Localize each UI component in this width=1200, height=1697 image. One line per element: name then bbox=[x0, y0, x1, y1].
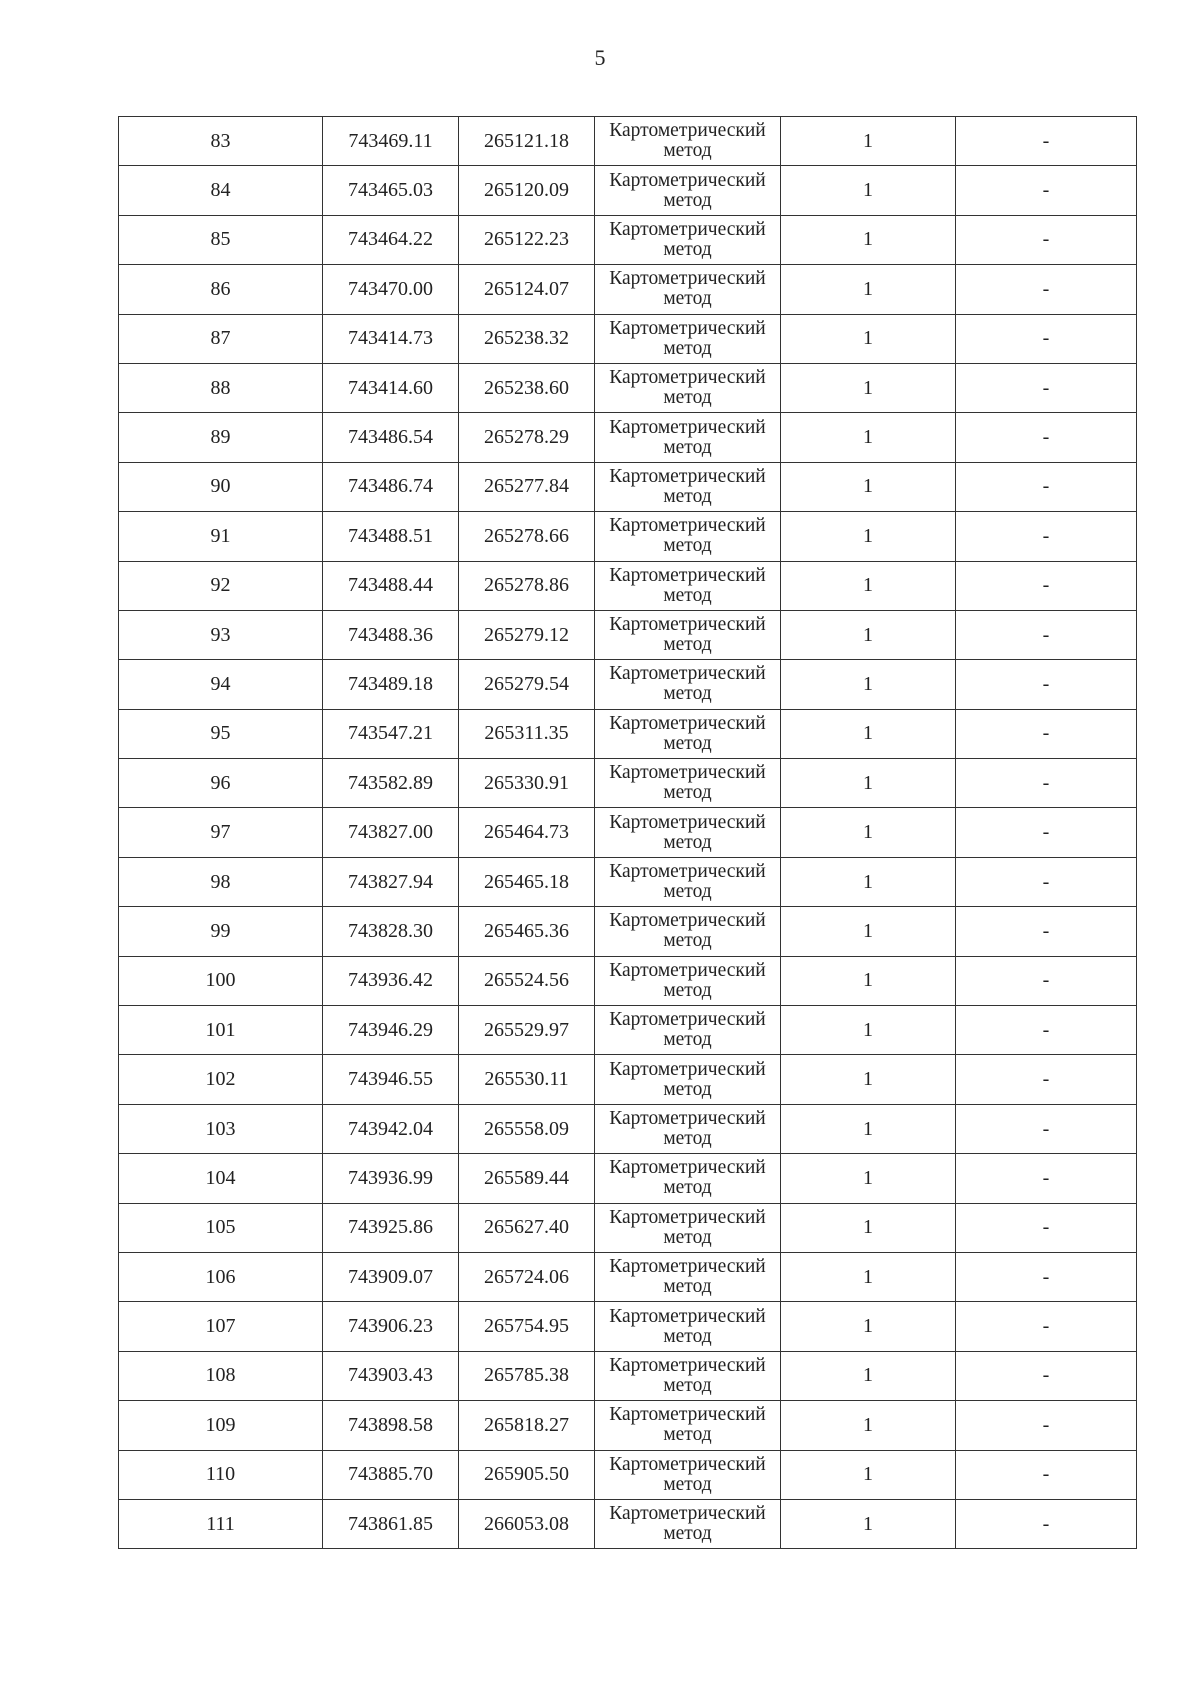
page-number: 5 bbox=[594, 45, 606, 70]
method-cell bbox=[595, 117, 781, 166]
y-coordinate-cell: 265330.91 bbox=[459, 759, 595, 808]
y-coordinate-cell: 265278.66 bbox=[459, 512, 595, 561]
note-cell: - bbox=[956, 215, 1137, 264]
method-line-1: Картометрический bbox=[609, 416, 766, 438]
table-row bbox=[119, 660, 1137, 709]
method-cell bbox=[595, 709, 781, 758]
x-coordinate-cell: 743828.30 bbox=[323, 907, 459, 956]
table-row bbox=[119, 265, 1137, 314]
x-coordinate-cell: 743903.43 bbox=[323, 1351, 459, 1400]
method-line-2: метод bbox=[663, 1226, 712, 1248]
method-line-2: метод bbox=[663, 387, 712, 409]
method-cell bbox=[595, 166, 781, 215]
point-number-cell: 97 bbox=[119, 808, 323, 857]
method-line-2: метод bbox=[663, 1424, 712, 1446]
y-coordinate-cell: 265724.06 bbox=[459, 1252, 595, 1301]
x-coordinate-cell: 743925.86 bbox=[323, 1203, 459, 1252]
method-line-1: Картометрический bbox=[609, 169, 766, 191]
method-line-1: Картометрический bbox=[609, 1453, 766, 1475]
method-cell bbox=[595, 462, 781, 511]
y-coordinate-cell: 265529.97 bbox=[459, 1006, 595, 1055]
x-coordinate-cell: 743488.51 bbox=[323, 512, 459, 561]
note-cell: - bbox=[956, 759, 1137, 808]
method-cell bbox=[595, 1499, 781, 1548]
note-cell: - bbox=[956, 265, 1137, 314]
table-row bbox=[119, 1006, 1137, 1055]
note-cell: - bbox=[956, 1351, 1137, 1400]
method-line-2: метод bbox=[663, 1128, 712, 1149]
method-cell bbox=[595, 759, 781, 808]
method-line-1: Картометрический bbox=[609, 465, 766, 487]
accuracy-cell: 1 bbox=[781, 907, 956, 956]
method-line-1: Картометрический bbox=[609, 1354, 766, 1376]
accuracy-cell: 1 bbox=[781, 363, 956, 412]
point-number-cell: 84 bbox=[119, 166, 323, 215]
method-line-2: метод bbox=[663, 1473, 712, 1495]
note-cell: - bbox=[956, 1055, 1137, 1104]
accuracy-cell: 1 bbox=[781, 1203, 956, 1252]
note-cell: - bbox=[956, 956, 1137, 1005]
method-cell bbox=[595, 215, 781, 264]
table-row bbox=[119, 907, 1137, 956]
table-row bbox=[119, 808, 1137, 857]
method-cell bbox=[595, 857, 781, 906]
x-coordinate-cell: 743861.85 bbox=[323, 1499, 459, 1548]
y-coordinate-cell: 265279.54 bbox=[459, 660, 595, 709]
x-coordinate-cell: 743946.29 bbox=[323, 1006, 459, 1055]
x-coordinate-cell: 743898.58 bbox=[323, 1401, 459, 1450]
table-row bbox=[119, 512, 1137, 561]
x-coordinate-cell: 743488.36 bbox=[323, 610, 459, 659]
method-line-2: метод bbox=[663, 881, 712, 903]
method-line-2: метод bbox=[663, 1029, 712, 1051]
note-cell: - bbox=[956, 1450, 1137, 1499]
note-cell: - bbox=[956, 808, 1137, 857]
accuracy-cell: 1 bbox=[781, 462, 956, 511]
method-line-1: Картометрический bbox=[609, 663, 766, 685]
method-line-2: метод bbox=[663, 288, 712, 310]
table-row bbox=[119, 610, 1137, 659]
method-line-2: метод bbox=[663, 189, 712, 211]
accuracy-cell: 1 bbox=[781, 1252, 956, 1301]
point-number-cell: 94 bbox=[119, 660, 323, 709]
note-cell: - bbox=[956, 1006, 1137, 1055]
method-cell bbox=[595, 660, 781, 709]
method-line-1: Картометрический bbox=[609, 910, 766, 932]
method-line-1: Картометрический bbox=[609, 1157, 766, 1179]
y-coordinate-cell: 265120.09 bbox=[459, 166, 595, 215]
note-cell: - bbox=[956, 1104, 1137, 1153]
table-row bbox=[119, 166, 1137, 215]
y-coordinate-cell: 265818.27 bbox=[459, 1401, 595, 1450]
y-coordinate-cell: 265464.73 bbox=[459, 808, 595, 857]
point-number-cell: 99 bbox=[119, 907, 323, 956]
y-coordinate-cell: 265124.07 bbox=[459, 265, 595, 314]
accuracy-cell: 1 bbox=[781, 166, 956, 215]
method-cell bbox=[595, 512, 781, 561]
point-number-cell: 88 bbox=[119, 363, 323, 412]
method-cell bbox=[595, 363, 781, 412]
point-number-cell: 109 bbox=[119, 1401, 323, 1450]
method-line-1: Картометрический bbox=[609, 1404, 766, 1426]
method-cell bbox=[595, 314, 781, 363]
method-line-2: метод bbox=[663, 1276, 712, 1298]
method-line-1: Картометрический bbox=[609, 1108, 766, 1129]
accuracy-cell: 1 bbox=[781, 215, 956, 264]
accuracy-cell: 1 bbox=[781, 265, 956, 314]
note-cell: - bbox=[956, 1499, 1137, 1548]
method-line-2: метод bbox=[663, 584, 712, 606]
y-coordinate-cell: 265278.29 bbox=[459, 413, 595, 462]
table-row bbox=[119, 1104, 1137, 1153]
accuracy-cell: 1 bbox=[781, 1055, 956, 1104]
point-number-cell: 86 bbox=[119, 265, 323, 314]
method-line-2: метод bbox=[663, 1078, 712, 1100]
x-coordinate-cell: 743936.42 bbox=[323, 956, 459, 1005]
x-coordinate-cell: 743582.89 bbox=[323, 759, 459, 808]
x-coordinate-cell: 743885.70 bbox=[323, 1450, 459, 1499]
accuracy-cell: 1 bbox=[781, 1154, 956, 1203]
point-number-cell: 111 bbox=[119, 1499, 323, 1548]
y-coordinate-cell: 265558.09 bbox=[459, 1104, 595, 1153]
point-number-cell: 105 bbox=[119, 1203, 323, 1252]
y-coordinate-cell: 265278.86 bbox=[459, 561, 595, 610]
point-number-cell: 89 bbox=[119, 413, 323, 462]
table-row bbox=[119, 1302, 1137, 1351]
accuracy-cell: 1 bbox=[781, 759, 956, 808]
point-number-cell: 85 bbox=[119, 215, 323, 264]
point-number-cell: 83 bbox=[119, 117, 323, 166]
method-cell bbox=[595, 1351, 781, 1400]
table-row bbox=[119, 462, 1137, 511]
table-row bbox=[119, 1154, 1137, 1203]
table-row bbox=[119, 1351, 1137, 1400]
method-cell bbox=[595, 907, 781, 956]
method-line-1: Картометрический bbox=[609, 712, 766, 734]
accuracy-cell: 1 bbox=[781, 512, 956, 561]
accuracy-cell: 1 bbox=[781, 1351, 956, 1400]
method-line-1: Картометрический bbox=[609, 268, 766, 290]
method-cell bbox=[595, 1006, 781, 1055]
method-line-1: Картометрический bbox=[609, 515, 766, 537]
note-cell: - bbox=[956, 363, 1137, 412]
note-cell: - bbox=[956, 857, 1137, 906]
method-line-2: метод bbox=[663, 831, 712, 853]
method-cell bbox=[595, 1252, 781, 1301]
table-row bbox=[119, 857, 1137, 906]
table-row bbox=[119, 1499, 1137, 1548]
note-cell: - bbox=[956, 610, 1137, 659]
accuracy-cell: 1 bbox=[781, 660, 956, 709]
accuracy-cell: 1 bbox=[781, 1450, 956, 1499]
y-coordinate-cell: 265524.56 bbox=[459, 956, 595, 1005]
accuracy-cell: 1 bbox=[781, 1104, 956, 1153]
accuracy-cell: 1 bbox=[781, 117, 956, 166]
x-coordinate-cell: 743909.07 bbox=[323, 1252, 459, 1301]
x-coordinate-cell: 743414.60 bbox=[323, 363, 459, 412]
point-number-cell: 93 bbox=[119, 610, 323, 659]
note-cell: - bbox=[956, 907, 1137, 956]
table-row bbox=[119, 1401, 1137, 1450]
accuracy-cell: 1 bbox=[781, 1006, 956, 1055]
y-coordinate-cell: 265785.38 bbox=[459, 1351, 595, 1400]
method-line-1: Картометрический bbox=[609, 317, 766, 339]
method-line-2: метод bbox=[663, 979, 712, 1001]
method-line-1: Картометрический bbox=[609, 1256, 766, 1278]
y-coordinate-cell: 265238.32 bbox=[459, 314, 595, 363]
method-line-1: Картометрический bbox=[609, 1058, 766, 1080]
table-row bbox=[119, 363, 1137, 412]
table-row bbox=[119, 709, 1137, 758]
x-coordinate-cell: 743464.22 bbox=[323, 215, 459, 264]
method-line-2: метод bbox=[663, 238, 712, 260]
method-cell bbox=[595, 1450, 781, 1499]
table-row bbox=[119, 759, 1137, 808]
method-line-2: метод bbox=[663, 930, 712, 952]
note-cell: - bbox=[956, 1154, 1137, 1203]
coordinates-table bbox=[118, 116, 1137, 1549]
method-line-1: Картометрический bbox=[609, 959, 766, 981]
accuracy-cell: 1 bbox=[781, 1499, 956, 1548]
x-coordinate-cell: 743942.04 bbox=[323, 1104, 459, 1153]
point-number-cell: 95 bbox=[119, 709, 323, 758]
x-coordinate-cell: 743465.03 bbox=[323, 166, 459, 215]
x-coordinate-cell: 743469.11 bbox=[323, 117, 459, 166]
table-row bbox=[119, 561, 1137, 610]
method-line-2: метод bbox=[663, 732, 712, 754]
method-line-2: метод bbox=[663, 140, 712, 162]
note-cell: - bbox=[956, 1203, 1137, 1252]
note-cell: - bbox=[956, 1401, 1137, 1450]
accuracy-cell: 1 bbox=[781, 610, 956, 659]
method-line-1: Картометрический bbox=[609, 1009, 766, 1031]
method-line-2: метод bbox=[663, 1325, 712, 1347]
point-number-cell: 103 bbox=[119, 1104, 323, 1153]
method-cell bbox=[595, 956, 781, 1005]
method-line-1: Картометрический bbox=[609, 564, 766, 586]
y-coordinate-cell: 265277.84 bbox=[459, 462, 595, 511]
method-line-1: Картометрический bbox=[609, 811, 766, 833]
point-number-cell: 106 bbox=[119, 1252, 323, 1301]
method-line-1: Картометрический bbox=[609, 1206, 766, 1228]
method-cell bbox=[595, 1401, 781, 1450]
method-cell bbox=[595, 561, 781, 610]
x-coordinate-cell: 743936.99 bbox=[323, 1154, 459, 1203]
y-coordinate-cell: 265121.18 bbox=[459, 117, 595, 166]
method-line-1: Картометрический bbox=[609, 1305, 766, 1327]
method-cell bbox=[595, 265, 781, 314]
table-row bbox=[119, 413, 1137, 462]
method-cell bbox=[595, 1055, 781, 1104]
table-row bbox=[119, 117, 1137, 166]
y-coordinate-cell: 266053.08 bbox=[459, 1499, 595, 1548]
x-coordinate-cell: 743486.54 bbox=[323, 413, 459, 462]
x-coordinate-cell: 743946.55 bbox=[323, 1055, 459, 1104]
point-number-cell: 102 bbox=[119, 1055, 323, 1104]
y-coordinate-cell: 265589.44 bbox=[459, 1154, 595, 1203]
table-row bbox=[119, 1203, 1137, 1252]
note-cell: - bbox=[956, 709, 1137, 758]
table-row bbox=[119, 314, 1137, 363]
table-row bbox=[119, 215, 1137, 264]
point-number-cell: 100 bbox=[119, 956, 323, 1005]
point-number-cell: 90 bbox=[119, 462, 323, 511]
x-coordinate-cell: 743414.73 bbox=[323, 314, 459, 363]
y-coordinate-cell: 265279.12 bbox=[459, 610, 595, 659]
accuracy-cell: 1 bbox=[781, 709, 956, 758]
method-line-2: метод bbox=[663, 1523, 712, 1545]
accuracy-cell: 1 bbox=[781, 561, 956, 610]
y-coordinate-cell: 265465.36 bbox=[459, 907, 595, 956]
method-line-2: метод bbox=[663, 337, 712, 359]
x-coordinate-cell: 743488.44 bbox=[323, 561, 459, 610]
method-line-1: Картометрический bbox=[609, 1503, 766, 1525]
point-number-cell: 98 bbox=[119, 857, 323, 906]
method-line-1: Картометрический bbox=[609, 861, 766, 883]
method-line-2: метод bbox=[663, 782, 712, 804]
y-coordinate-cell: 265627.40 bbox=[459, 1203, 595, 1252]
x-coordinate-cell: 743486.74 bbox=[323, 462, 459, 511]
note-cell: - bbox=[956, 462, 1137, 511]
method-line-1: Картометрический bbox=[609, 367, 766, 389]
x-coordinate-cell: 743827.00 bbox=[323, 808, 459, 857]
method-cell bbox=[595, 808, 781, 857]
method-line-2: метод bbox=[663, 1374, 712, 1396]
point-number-cell: 91 bbox=[119, 512, 323, 561]
point-number-cell: 110 bbox=[119, 1450, 323, 1499]
method-cell bbox=[595, 1302, 781, 1351]
x-coordinate-cell: 743470.00 bbox=[323, 265, 459, 314]
note-cell: - bbox=[956, 561, 1137, 610]
x-coordinate-cell: 743547.21 bbox=[323, 709, 459, 758]
coordinates-table-body bbox=[119, 117, 1137, 1549]
accuracy-cell: 1 bbox=[781, 956, 956, 1005]
point-number-cell: 92 bbox=[119, 561, 323, 610]
note-cell: - bbox=[956, 314, 1137, 363]
note-cell: - bbox=[956, 660, 1137, 709]
accuracy-cell: 1 bbox=[781, 1302, 956, 1351]
x-coordinate-cell: 743489.18 bbox=[323, 660, 459, 709]
method-cell bbox=[595, 413, 781, 462]
point-number-cell: 96 bbox=[119, 759, 323, 808]
point-number-cell: 107 bbox=[119, 1302, 323, 1351]
y-coordinate-cell: 265238.60 bbox=[459, 363, 595, 412]
method-line-1: Картометрический bbox=[609, 614, 766, 636]
y-coordinate-cell: 265465.18 bbox=[459, 857, 595, 906]
note-cell: - bbox=[956, 166, 1137, 215]
table-row bbox=[119, 1450, 1137, 1499]
table-row bbox=[119, 1252, 1137, 1301]
method-line-2: метод bbox=[663, 634, 712, 656]
method-line-1: Картометрический bbox=[609, 120, 766, 142]
method-line-1: Картометрический bbox=[609, 762, 766, 784]
y-coordinate-cell: 265530.11 bbox=[459, 1055, 595, 1104]
note-cell: - bbox=[956, 1252, 1137, 1301]
y-coordinate-cell: 265905.50 bbox=[459, 1450, 595, 1499]
method-line-2: метод bbox=[663, 436, 712, 458]
accuracy-cell: 1 bbox=[781, 1401, 956, 1450]
point-number-cell: 101 bbox=[119, 1006, 323, 1055]
method-cell bbox=[595, 610, 781, 659]
note-cell: - bbox=[956, 512, 1137, 561]
table-row bbox=[119, 956, 1137, 1005]
method-cell bbox=[595, 1154, 781, 1203]
method-line-2: метод bbox=[663, 1177, 712, 1199]
note-cell: - bbox=[956, 1302, 1137, 1351]
method-line-1: Картометрический bbox=[609, 218, 766, 240]
accuracy-cell: 1 bbox=[781, 314, 956, 363]
method-line-2: метод bbox=[663, 535, 712, 557]
y-coordinate-cell: 265754.95 bbox=[459, 1302, 595, 1351]
note-cell: - bbox=[956, 413, 1137, 462]
x-coordinate-cell: 743906.23 bbox=[323, 1302, 459, 1351]
point-number-cell: 104 bbox=[119, 1154, 323, 1203]
x-coordinate-cell: 743827.94 bbox=[323, 857, 459, 906]
accuracy-cell: 1 bbox=[781, 413, 956, 462]
point-number-cell: 108 bbox=[119, 1351, 323, 1400]
note-cell: - bbox=[956, 117, 1137, 166]
accuracy-cell: 1 bbox=[781, 808, 956, 857]
y-coordinate-cell: 265311.35 bbox=[459, 709, 595, 758]
method-line-2: метод bbox=[663, 683, 712, 705]
y-coordinate-cell: 265122.23 bbox=[459, 215, 595, 264]
method-cell bbox=[595, 1104, 781, 1153]
point-number-cell: 87 bbox=[119, 314, 323, 363]
method-cell bbox=[595, 1203, 781, 1252]
accuracy-cell: 1 bbox=[781, 857, 956, 906]
method-line-2: метод bbox=[663, 485, 712, 507]
table-row bbox=[119, 1055, 1137, 1104]
